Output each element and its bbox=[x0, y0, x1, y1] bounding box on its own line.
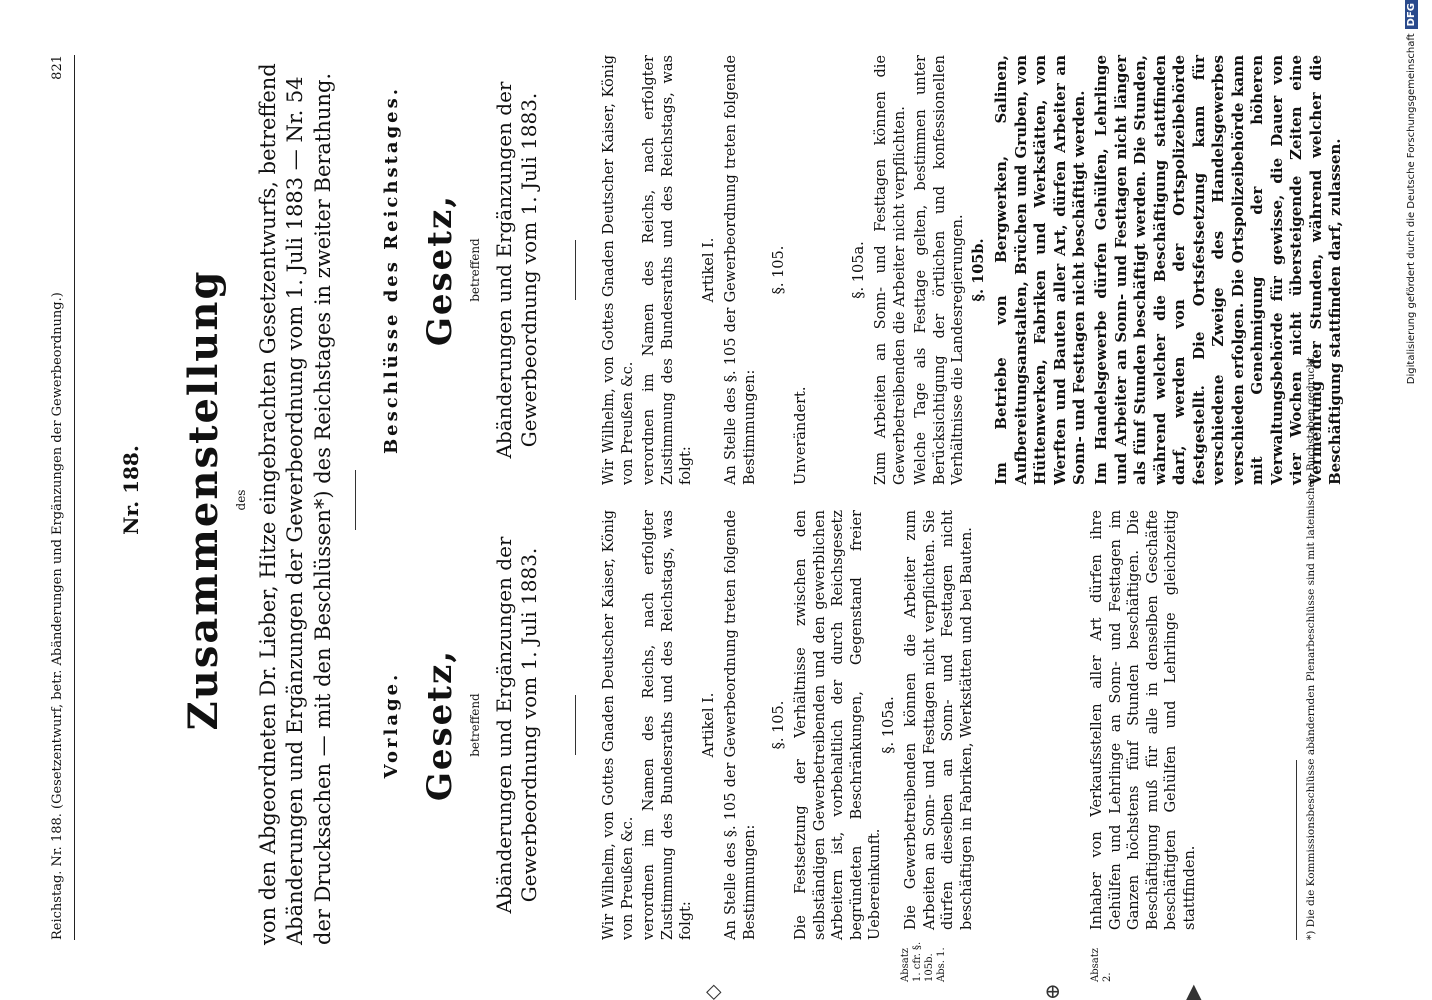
document-title: Zusammenstellung bbox=[180, 269, 227, 731]
left-law-title: Gesetz, bbox=[420, 648, 460, 802]
right-preamble: Wir Wilhelm, von Gottes Gnaden Deutscher Kaiser, König von Preußen &c. bbox=[601, 55, 636, 485]
right-law-title: Gesetz, bbox=[420, 193, 460, 347]
right-s105b-text: Im Betriebe von Bergwerken, Salinen, Aufbereitungsanstalten, Brüchen und Gruben, von Hüttenwerken, Fabriken und Werkstätten, von Werften und Bauten aller Art, dürfen Arbeiter an Sonn- und Festtagen nicht beschäftigt werden. bbox=[992, 55, 1088, 485]
running-header bbox=[50, 55, 67, 940]
right-heading: Beschlüsse des Reichstages. bbox=[381, 85, 402, 455]
left-betreffend: betreffend bbox=[468, 693, 482, 757]
right-s105: §. 105. bbox=[771, 245, 787, 295]
left-preamble: Wir Wilhelm, von Gottes Gnaden Deutscher Kaiser, König von Preußen &c. bbox=[601, 510, 636, 940]
left-margin-note-2: Absatz 2. bbox=[1090, 947, 1113, 982]
footnote: *) Die die Kommissionsbeschlüsse abändernden Plenarbeschlüsse sind mit lateinischen Buchstaben gedruckt. bbox=[1305, 353, 1317, 940]
dfg-logo: DFG bbox=[1405, 0, 1418, 29]
running-title: Reichstag. Nr. 188. (Gesetzentwurf, betr. Abänderungen und Ergänzungen der Gewerbeordnung.) bbox=[50, 292, 65, 940]
left-s105: §. 105. bbox=[771, 700, 787, 750]
right-s105a: §. 105a. bbox=[851, 241, 867, 299]
left-subject: Abänderungen und Ergänzungen der Gewerbeordnung vom 1. Juli 1883. bbox=[492, 536, 541, 914]
intro-separator bbox=[355, 470, 356, 530]
document-number: Nr. 188. bbox=[119, 445, 143, 535]
left-verordnen: verordnen im Namen des Reichs, nach erfolgter Zustimmung des Bundesraths und des Reichstags, was folgt: bbox=[641, 510, 695, 940]
scan-mark-icon: ▶ bbox=[1180, 984, 1204, 1000]
scan-mark-icon: ◇ bbox=[700, 984, 724, 1000]
left-s105a: §. 105a. bbox=[881, 696, 897, 754]
left-separator bbox=[575, 695, 576, 755]
footnote-rule bbox=[1296, 760, 1297, 940]
right-verordnen: verordnen im Namen des Reichs, nach erfolgter Zustimmung des Bundesraths und des Reichstags, was folgt: bbox=[641, 55, 695, 485]
right-s105a-text-2: Welche Tage als Festtage gelten, bestimmen unter Berücksichtigung der örtlichen und konfessionellen Verhältnisse die Landesregierungen. bbox=[913, 55, 967, 485]
right-betreffend: betreffend bbox=[468, 238, 482, 302]
des-label: des bbox=[234, 489, 248, 511]
intro-text: von den Abgeordneten Dr. Lieber, Hitze eingebrachten Gesetzentwurfs, betreffend Abänderungen und Ergänzungen der Gewerbeordnung vom 1. Juli 1883 — Nr. 54 der Drucksachen — mit den Beschlüssen*) des Reichstages in zweiter Berathung. bbox=[256, 63, 335, 945]
left-artikel-text: An Stelle des §. 105 der Gewerbeordnung treten folgende Bestimmungen: bbox=[723, 510, 758, 940]
scan-mark-icon: ⊕ bbox=[1040, 983, 1064, 1000]
right-subject: Abänderungen und Ergänzungen der Gewerbeordnung vom 1. Juli 1883. bbox=[492, 81, 541, 459]
digitization-notice bbox=[1405, 0, 1418, 620]
digitization-text: Digitalisierung gefördert durch die Deutsche Forschungsgemeinschaft bbox=[1406, 33, 1417, 385]
left-s105-text: Die Festsetzung der Verhältnisse zwischen den selbständigen Gewerbetreibenden und den gewerblichen Arbeitern ist, vorbehaltlich der durch Reichsgesetz begründeten Beschränkungen, Gegenstand freier Uebereinkunft. bbox=[793, 510, 884, 940]
left-heading: Vorlage. bbox=[381, 671, 402, 779]
right-s105b: §. 105b. bbox=[970, 238, 987, 302]
right-s105-text: Unverändert. bbox=[793, 386, 809, 485]
right-separator bbox=[575, 240, 576, 300]
right-s105b-text-2: Im Handelsgewerbe dürfen Gehülfen, Lehrlinge und Arbeiter an Sonn- und Festtagen nicht länger als fünf Stunden beschäftigt werden. Die Stunden, während welcher die Beschäftigung stattfinden darf, werden von der Ortspolizeibehörde festgestellt. Die Ortsfestsetzung kann für verschiedene Zweige des Handelsgewerbes verschieden erfolgen. Die Ortspolizeibehörde kann mit Genehmigung der höheren Verwaltungsbehörde für gewisse, die Dauer von vier Wochen nicht übersteigende Zeiten eine Vermehrung der Stunden, während welcher die Beschäftigung stattfinden darf, zulassen. bbox=[1092, 55, 1344, 485]
right-artikel-text: An Stelle des §. 105 der Gewerbeordnung treten folgende Bestimmungen: bbox=[723, 55, 758, 485]
right-s105a-text: Zum Arbeiten an Sonn- und Festtagen können die Gewerbetreibenden die Arbeiter nicht verpflichten. bbox=[873, 55, 908, 485]
left-artikel: Artikel I. bbox=[701, 692, 717, 758]
left-margin-note-1: Absatz 1. cfr. §. 105b. Abs. 1. bbox=[900, 941, 947, 982]
header-rule bbox=[74, 55, 75, 940]
right-artikel: Artikel I. bbox=[701, 237, 717, 303]
left-s105a-text: Die Gewerbetreibenden können die Arbeiter zum Arbeiten an Sonn- und Festtagen nicht verpflichten. Sie dürfen dieselben an Sonn- und Festtagen nicht beschäftigen in Fabriken, Werkstätten und bei Bauten. bbox=[903, 510, 975, 930]
page-number: 821 bbox=[50, 55, 65, 80]
left-absatz2-text: Inhaber von Verkaufsstellen aller Art dürfen ihre Gehülfen und Lehrlinge an Sonn- und Festtagen im Ganzen höchstens fünf Stunden beschäftigen. Die Beschäftigung muß für alle in denselben Geschäfte beschäftigten Gehülfen und Lehrlinge gleichzeitig stattfinden. bbox=[1089, 510, 1198, 930]
